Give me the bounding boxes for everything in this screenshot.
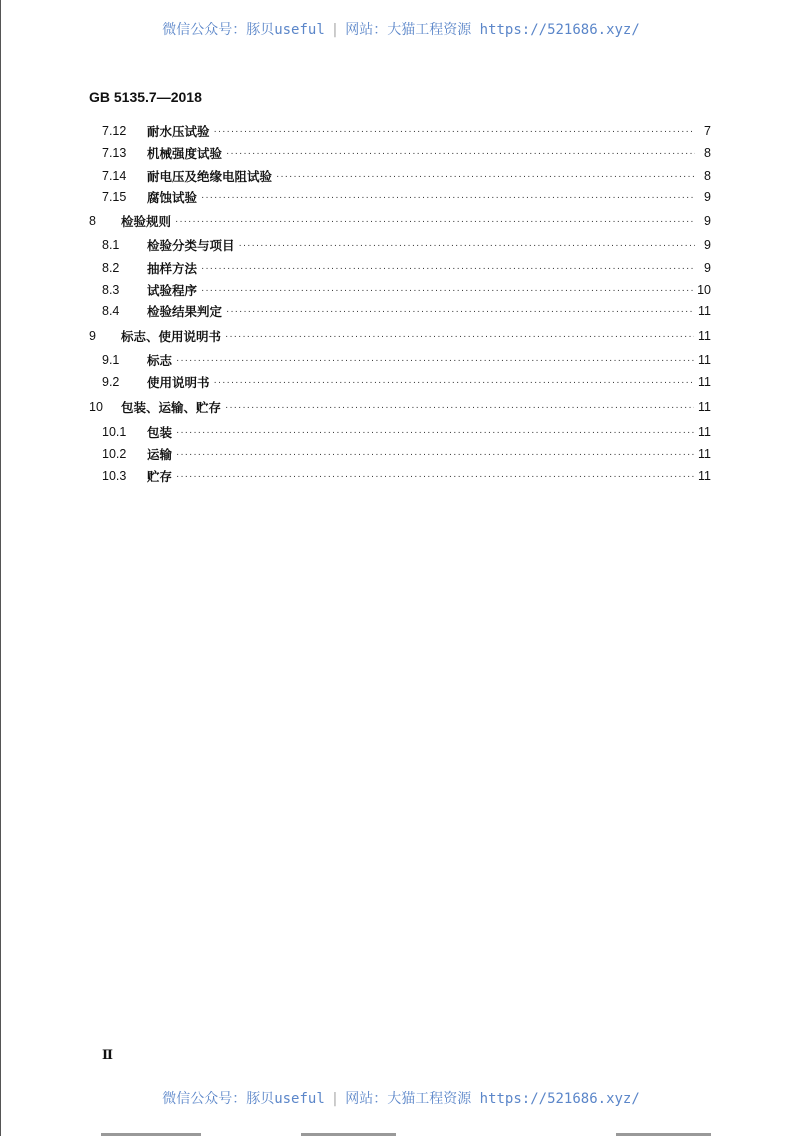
toc-entry[interactable]	[102, 301, 711, 321]
toc-title: 检验规则	[121, 214, 172, 229]
standard-number: GB 5135.7—2018	[89, 89, 202, 105]
toc-leader-dots	[214, 126, 695, 137]
toc-number: 8.4	[102, 304, 120, 318]
toc-number: 7.14	[102, 169, 127, 183]
toc-entry[interactable]	[102, 422, 711, 442]
toc-title: 抽样方法	[147, 261, 198, 276]
toc-leader-dots	[176, 449, 694, 460]
toc-title: 检验分类与项目	[147, 238, 235, 253]
toc-page: 11	[698, 400, 711, 414]
toc-number: 8	[89, 214, 96, 228]
toc-number: 10.3	[102, 469, 127, 483]
toc-page: 11	[698, 375, 711, 389]
toc-number: 10.1	[102, 425, 127, 439]
watermark-top	[1, 19, 800, 39]
watermark-website: 网站：大猫工程资源 https://521686.xyz/	[345, 22, 640, 38]
toc-entry[interactable]	[102, 258, 711, 278]
toc-leader-dots	[176, 427, 694, 438]
toc-leader-dots	[175, 216, 695, 227]
toc-leader-dots	[226, 148, 695, 159]
toc-page: 11	[698, 353, 711, 367]
toc-leader-dots	[276, 171, 695, 182]
toc-entry[interactable]	[102, 372, 711, 392]
toc-number: 8.3	[102, 283, 120, 297]
toc-title: 运输	[147, 447, 173, 462]
toc-leader-dots	[225, 331, 694, 342]
watermark-separator: |	[330, 1091, 340, 1107]
toc-title: 包装、运输、贮存	[121, 400, 222, 415]
toc-leader-dots	[176, 471, 694, 482]
watermark-bottom	[1, 1088, 800, 1108]
toc-title: 试验程序	[147, 283, 198, 298]
watermark-website: 网站：大猫工程资源 https://521686.xyz/	[345, 1091, 640, 1107]
toc-title: 检验结果判定	[147, 304, 223, 319]
toc-page: 11	[698, 447, 711, 461]
toc-page: 9	[704, 190, 711, 204]
toc-page: 8	[704, 146, 711, 160]
watermark-wechat: 微信公众号：豚贝useful	[162, 1091, 325, 1107]
toc-leader-dots	[225, 402, 694, 413]
toc-page: 8	[704, 169, 711, 183]
toc-page: 11	[698, 425, 711, 439]
toc-title: 包装	[147, 425, 173, 440]
toc-leader-dots	[239, 240, 695, 251]
toc-title: 标志、使用说明书	[121, 329, 222, 344]
toc-leader-dots	[176, 355, 694, 366]
toc-entry[interactable]	[89, 397, 711, 417]
toc-number: 10.2	[102, 447, 127, 461]
toc-entry[interactable]	[102, 444, 711, 464]
page-number: Ⅱ	[102, 1048, 113, 1063]
toc-leader-dots	[201, 285, 693, 296]
toc-title: 腐蚀试验	[147, 190, 198, 205]
toc-number: 7.13	[102, 146, 127, 160]
toc-entry[interactable]	[89, 211, 711, 231]
toc-number: 7.15	[102, 190, 127, 204]
toc-number: 8.2	[102, 261, 120, 275]
toc-leader-dots	[201, 263, 695, 274]
toc-page: 11	[698, 304, 711, 318]
toc-page: 9	[704, 238, 711, 252]
toc-number: 9.1	[102, 353, 120, 367]
toc-entry[interactable]	[102, 121, 711, 141]
toc-number: 9	[89, 329, 96, 343]
toc-entry[interactable]	[102, 166, 711, 186]
toc-entry[interactable]	[102, 350, 711, 370]
toc-title: 机械强度试验	[147, 146, 223, 161]
toc-title: 贮存	[147, 469, 173, 484]
toc-page: 9	[704, 214, 711, 228]
toc-title: 耐电压及绝缘电阻试验	[147, 169, 273, 184]
toc-entry[interactable]	[89, 326, 711, 346]
toc-entry[interactable]	[102, 280, 711, 300]
toc-page: 9	[704, 261, 711, 275]
toc-number: 10	[89, 400, 103, 414]
watermark-wechat: 微信公众号：豚贝useful	[162, 22, 325, 38]
toc-entry[interactable]	[102, 466, 711, 486]
toc-leader-dots	[214, 377, 695, 388]
toc-number: 9.2	[102, 375, 120, 389]
toc-title: 使用说明书	[147, 375, 210, 390]
toc-leader-dots	[201, 192, 695, 203]
toc-title: 标志	[147, 353, 173, 368]
toc-title: 耐水压试验	[147, 124, 210, 139]
toc-page: 11	[698, 329, 711, 343]
toc-leader-dots	[226, 306, 694, 317]
toc-number: 8.1	[102, 238, 120, 252]
watermark-separator: |	[330, 22, 340, 38]
toc-entry[interactable]	[102, 143, 711, 163]
toc-page: 10	[697, 283, 711, 297]
toc-entry[interactable]	[102, 235, 711, 255]
toc-page: 11	[698, 469, 711, 483]
toc-page: 7	[704, 124, 711, 138]
toc-entry[interactable]	[102, 187, 711, 207]
toc-number: 7.12	[102, 124, 127, 138]
